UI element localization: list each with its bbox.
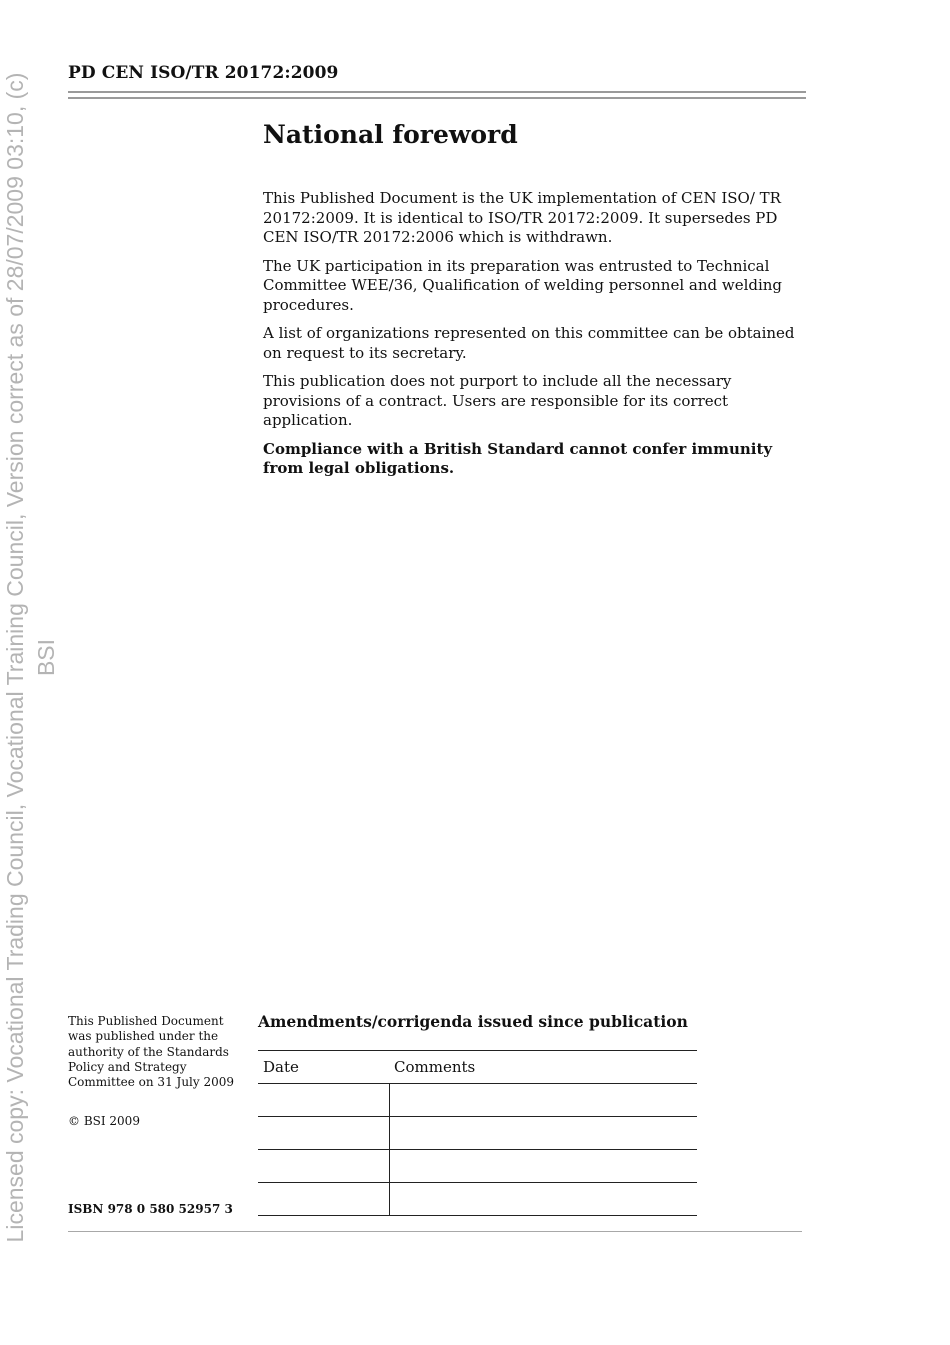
foreword-paragraph: This publication does not purport to include all the necessary provisions of a contract. Users are responsible for its correct application.: [263, 372, 732, 429]
amendments-title: Amendments/corrigenda issued since publication: [258, 1012, 688, 1031]
compliance-note: Compliance with a British Standard cannot confer immunity from legal obligations.: [263, 439, 773, 477]
date-cell: [258, 1117, 389, 1150]
foreword-paragraph: This Published Document is the UK implementation of CEN ISO/ TR 20172:2009. It is identical to ISO/TR 20172:2009. It supersedes PD CEN ISO/TR 20172:2006 which is withdrawn.: [263, 189, 781, 246]
date-cell: [258, 1183, 389, 1216]
page-title: National foreword: [263, 120, 518, 149]
comments-cell: [389, 1117, 697, 1150]
foreword-paragraph: A list of organizations represented on this committee can be obtained on request to its secretary.: [263, 324, 795, 362]
license-watermark: [0, 0, 62, 1330]
table-row: [258, 1117, 697, 1150]
comments-cell: [389, 1084, 697, 1117]
copyright-note: © BSI 2009: [68, 1114, 140, 1128]
foreword-paragraph: The UK participation in its preparation was entrusted to Technical Committee WEE/36, Qualification of welding personnel and welding procedures.: [263, 256, 783, 314]
header-rule-top: [68, 91, 806, 93]
publication-note: This Published Document was published under the authority of the Standards Policy and Strategy Committee on 31 July 2009: [68, 1014, 235, 1090]
column-header-date: Date: [258, 1051, 389, 1084]
isbn-note: ISBN 978 0 580 52957 3: [68, 1202, 233, 1216]
column-header-comments: Comments: [389, 1051, 697, 1084]
date-cell: [258, 1084, 389, 1117]
footer-rule: [68, 1231, 802, 1232]
date-cell: [258, 1150, 389, 1183]
document-code-header: PD CEN ISO/TR 20172:2009: [68, 63, 339, 83]
table-header-row: [258, 1051, 697, 1084]
foreword-body: [263, 189, 803, 488]
amendments-table: [258, 1050, 697, 1216]
table-row: [258, 1183, 697, 1216]
header-rule-bottom: [68, 97, 806, 99]
comments-cell: [389, 1150, 697, 1183]
comments-cell: [389, 1183, 697, 1216]
watermark-line-2: BSI: [33, 638, 59, 677]
table-row: [258, 1150, 697, 1183]
watermark-line-1: Licensed copy: Vocational Trading Council, Vocational Training Council, Version correct as of 28/07/2009 03:10, (c): [2, 72, 28, 1243]
table-row: [258, 1084, 697, 1117]
